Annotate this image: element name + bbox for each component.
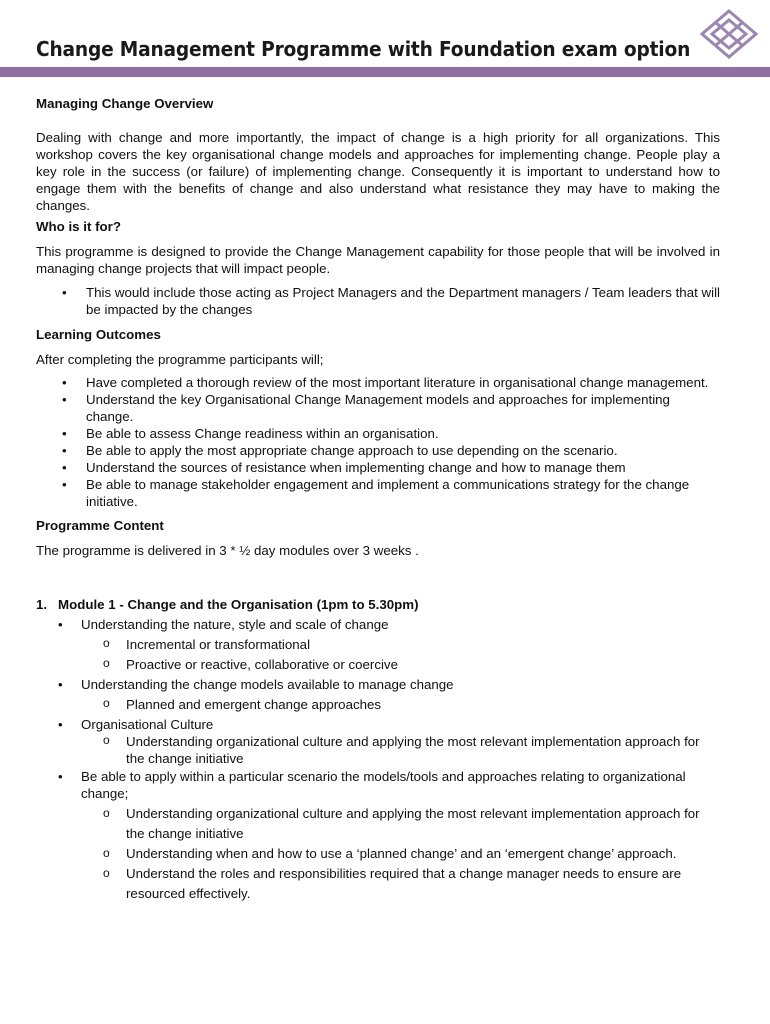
module-number: 1.: [36, 597, 48, 612]
page-title: Change Management Programme with Foundation exam option: [36, 37, 691, 61]
sub-list-item: o Proactive or reactive, collaborative or coercive: [36, 656, 720, 673]
list-item: • Be able to apply within a particular scenario the models/tools and approaches relating to organizational change;: [36, 768, 720, 802]
sub-list-item: o Incremental or transformational: [36, 636, 720, 653]
who-list: [36, 284, 720, 318]
content-text: The programme is delivered in 3 * ½ day modules over 3 weeks .: [36, 543, 419, 558]
list-item: • Be able to apply the most appropriate change approach to use depending on the scenario.: [36, 442, 720, 459]
outcomes-intro: After completing the programme participants will;: [36, 352, 324, 367]
list-item: • Be able to assess Change readiness within an organisation.: [36, 425, 720, 442]
list-item: • Understanding the change models available to manage change: [36, 676, 720, 693]
module-1-title: [36, 596, 720, 613]
list-item: • Understanding the nature, style and scale of change: [36, 616, 720, 633]
sub-list-item: o Understanding when and how to use a ‘planned change’ and an ‘emergent change’ approach.: [36, 844, 720, 864]
document-body: [36, 95, 720, 904]
list-item: • Organisational Culture: [36, 716, 720, 733]
list-item: • Understand the key Organisational Change Management models and approaches for implementing change.: [36, 391, 720, 425]
header-accent-bar: [0, 67, 770, 77]
content-heading: Programme Content: [36, 518, 164, 533]
sub-list-item: o Understanding organizational culture and applying the most relevant implementation approach for the change initiative: [36, 733, 720, 767]
celtic-knot-logo-icon: [698, 8, 760, 60]
module-1-list: [36, 616, 720, 904]
overview-heading: Managing Change Overview: [36, 96, 214, 111]
list-item: • This would include those acting as Project Managers and the Department managers / Team leaders that will be impacted by the changes: [36, 284, 720, 318]
who-text: This programme is designed to provide the Change Management capability for those people that will be involved in managing change projects that will impact people.: [36, 244, 720, 276]
list-item: • Have completed a thorough review of the most important literature in organisational change management.: [36, 374, 720, 391]
who-heading: Who is it for?: [36, 219, 121, 234]
overview-text: Dealing with change and more importantly, the impact of change is a high priority for all organizations. This workshop covers the key organisational change models and approaches for implementing change. People play a key role in the success (or failure) of implementing change. Consequently it is important to understand how to engage them with the benefits of change and also understand what resistance they may have to making the changes.: [36, 130, 720, 213]
list-item: • Be able to manage stakeholder engagement and implement a communications strategy for the change initiative.: [36, 476, 720, 510]
sub-list-item: o Understand the roles and responsibilities required that a change manager needs to ensure are resourced effectively.: [36, 864, 720, 904]
module-title-text: Module 1 - Change and the Organisation (1pm to 5.30pm): [58, 597, 419, 612]
list-item: • Understand the sources of resistance when implementing change and how to manage them: [36, 459, 720, 476]
outcomes-list: [36, 374, 720, 510]
sub-list-item: o Planned and emergent change approaches: [36, 696, 720, 713]
outcomes-heading: Learning Outcomes: [36, 327, 161, 342]
sub-list-item: o Understanding organizational culture and applying the most relevant implementation approach for the change initiative: [36, 804, 720, 844]
